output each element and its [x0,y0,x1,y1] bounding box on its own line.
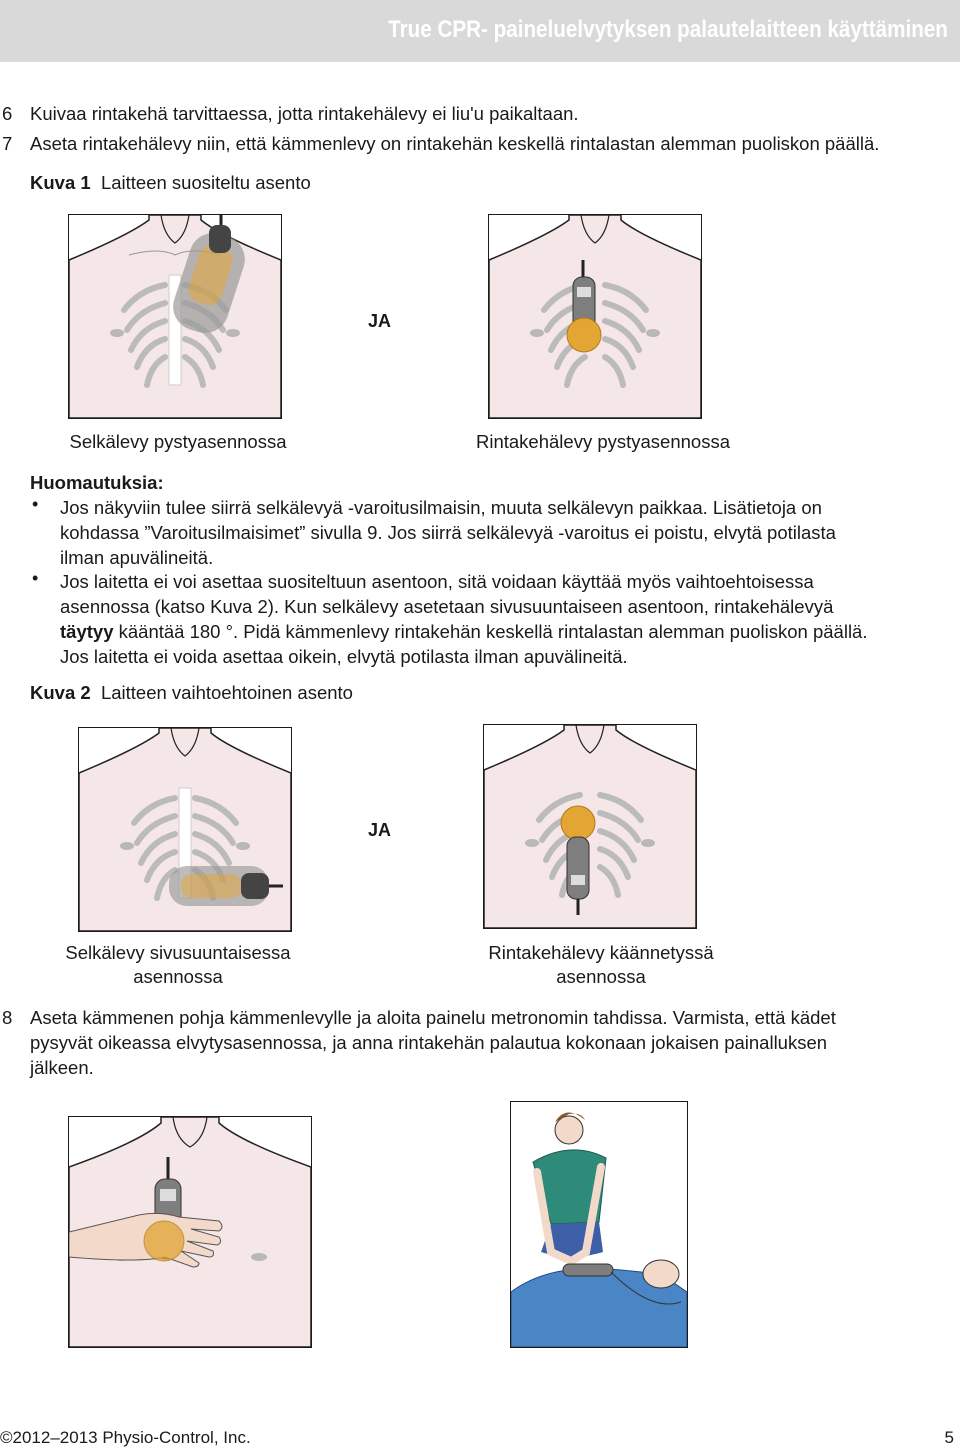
note-2-line-3 [60,619,867,644]
footer-copyright: ©2012–2013 Physio-Control, Inc. [0,1428,251,1447]
cpr-rescuer-image [510,1101,688,1348]
step-6-number: 6 [2,103,13,124]
figure-2-left-caption [38,941,318,989]
figure-2-right-caption [438,941,764,989]
step-7-text: Aseta rintakehälevy niin, että kämmenlevy on rintakehän keskellä rintalastan alemman puoliskon päällä. [30,133,880,154]
step-8-line-2: pysyvät oikeassa elvytysasennossa, ja anna rintakehän palautua kokonaan jokaisen painalluksen [30,1032,828,1053]
note-2-emphasis: täytyy [60,621,114,642]
figure-1-label: Kuva 1 [30,172,91,193]
figure-2-and-label: JA [368,820,392,840]
note-1-line-1: Jos näkyviin tulee siirrä selkälevyä -varoitusilmaisin, muuta selkälevyn paikkaa. Lisätietoja on [60,497,822,518]
page-title: True CPR- paineluelvytyksen palautelaitteen käyttäminen [388,16,948,43]
figure-2-right-image [483,724,697,929]
figure-2-left-caption-line-1: Selkälevy sivusuuntaisessa [65,942,291,963]
figure-1-and-label: JA [368,311,392,331]
note-2-line-2: asennossa (katso Kuva 2). Kun selkälevy asetetaan sivusuuntaiseen asentoon, rintakehälevyä [60,596,834,617]
figure-1-left-caption: Selkälevy pystyasennossa [69,431,287,452]
step-8-number: 8 [2,1007,13,1028]
figure-2-left-image [78,727,292,932]
note-1-line-2: kohdassa ”Varoitusilmaisimet” sivulla 9. Jos siirrä selkälevyä -varoitus ei poistu, elvytä potilasta [60,522,836,543]
step-8-line-1: Aseta kämmenen pohja kämmenlevylle ja aloita painelu metronomin tahdissa. Varmista, että kädet [30,1007,836,1028]
figure-2-title: Laitteen vaihtoehtoinen asento [100,682,353,703]
step-6-text: Kuivaa rintakehä tarvittaessa, jotta rintakehälevy ei liu'u paikaltaan. [30,103,579,124]
bullet-1-marker: • [32,494,39,514]
note-1-line-3: ilman apuvälineitä. [60,547,214,568]
footer-page-number: 5 [944,1428,954,1447]
figure-1-right-image [488,214,702,419]
step-8-line-3: jälkeen. [30,1057,94,1078]
figure-2-label: Kuva 2 [30,682,91,703]
figure-2-heading [30,680,353,705]
step-7-number: 7 [2,133,13,154]
figure-1-left-image [68,214,282,419]
hands-on-chest-image [68,1116,312,1348]
figure-1-heading [30,170,311,195]
bullet-2-marker: • [32,568,39,588]
figure-2-left-caption-line-2: asennossa [133,966,223,987]
figure-1-title: Laitteen suositeltu asento [100,172,311,193]
notes-heading: Huomautuksia: [30,472,164,493]
figure-1-right-caption: Rintakehälevy pystyasennossa [475,431,730,452]
note-2-line-4: Jos laitetta ei voida asettaa oikein, elvytä potilasta ilman apuvälineitä. [60,646,628,667]
figure-2-right-caption-line-1: Rintakehälevy käännetyssä [488,942,714,963]
note-2-line-1: Jos laitetta ei voi asettaa suositeltuun asentoon, sitä voidaan käyttää myös vaihtoehtoisessa [60,571,814,592]
figure-2-right-caption-line-2: asennossa [556,966,646,987]
note-2-line-3-rest: kääntää 180 °. Pidä kämmenlevy rintakehän keskellä rintalastan alemman puoliskon päällä. [113,621,868,642]
